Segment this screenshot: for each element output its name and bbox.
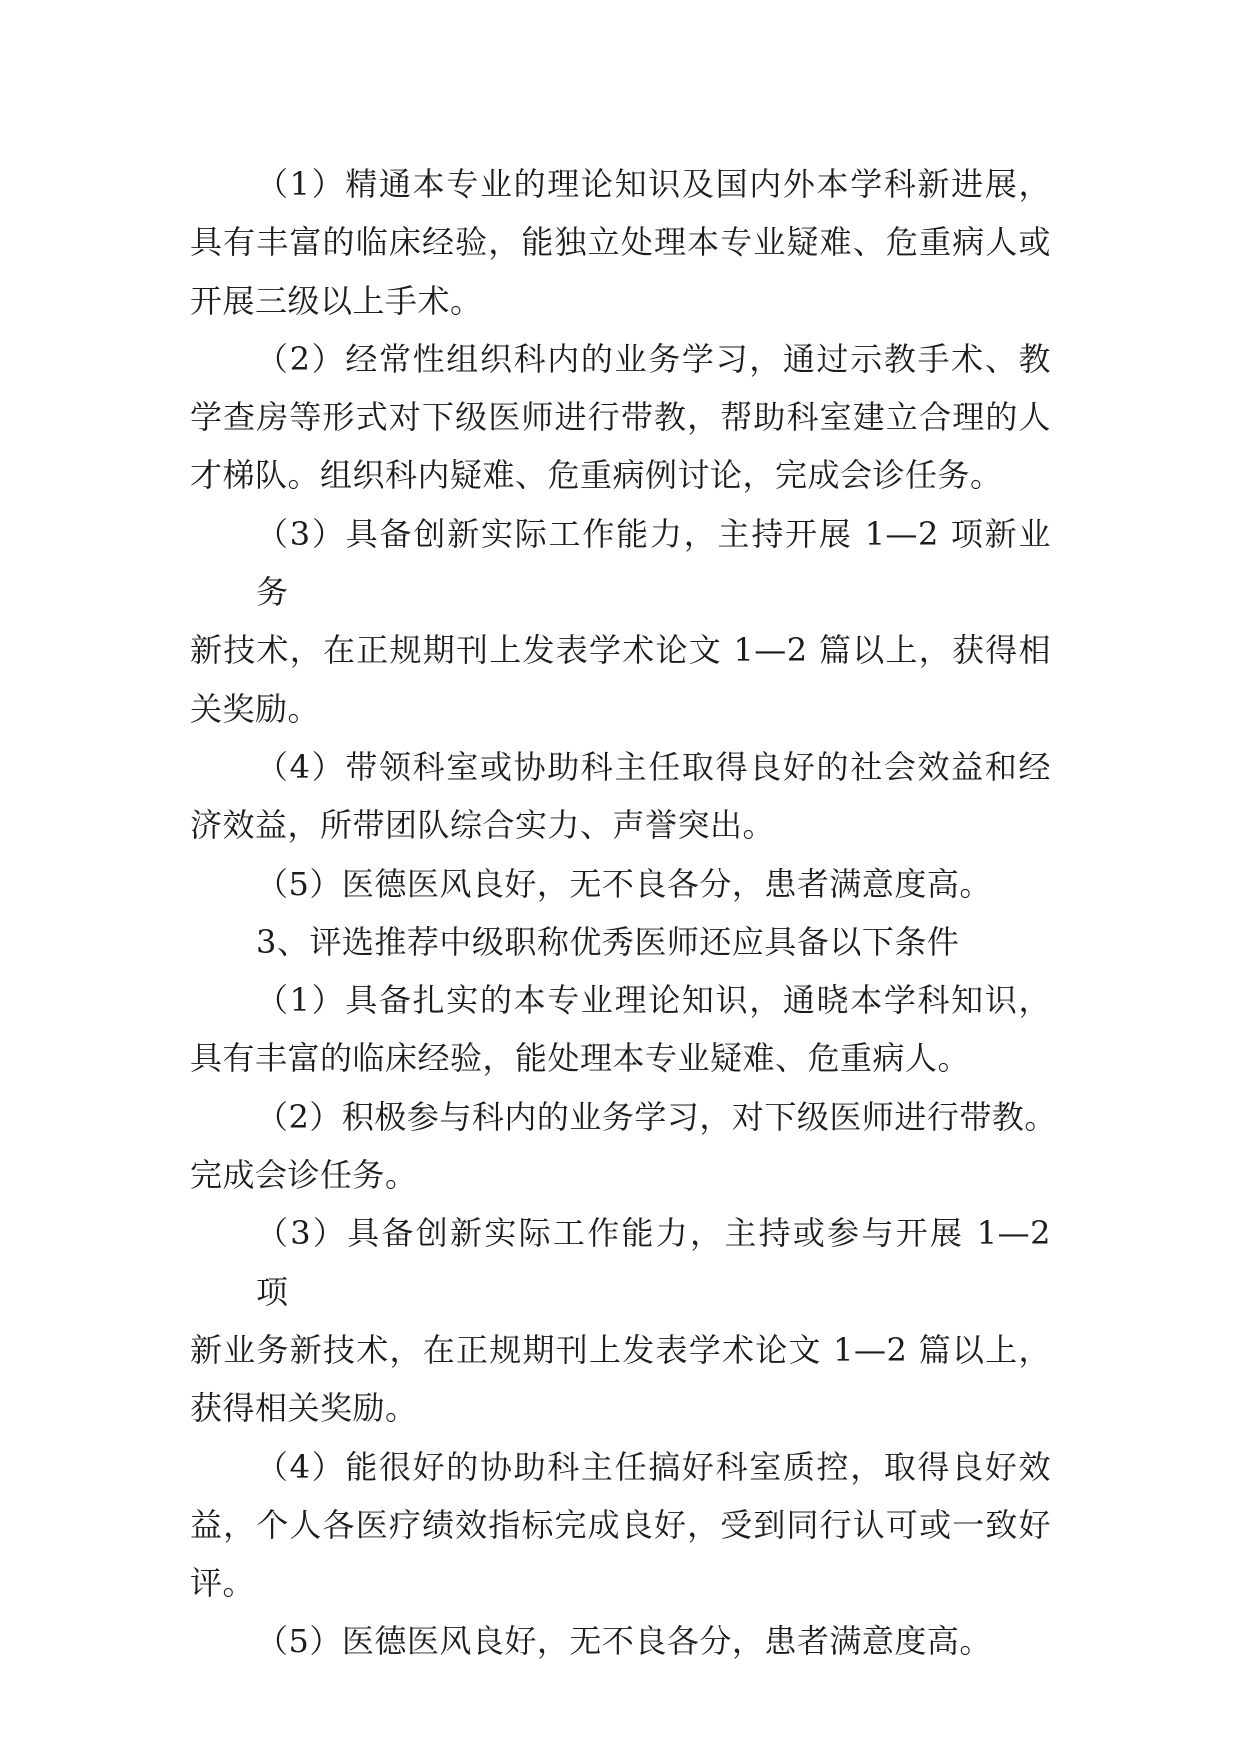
paragraph-line: 新技术，在正规期刊上发表学术论文 1—2 篇以上，获得相 [190, 631, 1051, 670]
paragraph-line: 评。 [190, 1564, 256, 1603]
paragraph-line: 才梯队。组织科内疑难、危重病例讨论，完成会诊任务。 [190, 456, 1003, 495]
paragraph-line: 关奖励。 [190, 689, 321, 728]
paragraph-line: （4）带领科室或协助科主任取得良好的社会效益和经 [256, 747, 1051, 786]
paragraph [190, 1438, 1051, 1613]
paragraph-line: 完成会诊任务。 [190, 1156, 418, 1195]
section-heading-text: 3、评选推荐中级职称优秀医师还应具备以下条件 [256, 922, 960, 961]
paragraph-line: 济效益，所带团队综合实力、声誉突出。 [190, 806, 776, 845]
paragraph-line: 开展三级以上手术。 [190, 281, 483, 320]
paragraph-line: （3）具备创新实际工作能力，主持或参与开展 1—2 项 [256, 1214, 1051, 1311]
paragraph [190, 330, 1051, 505]
paragraph-line: （5）医德医风良好，无不良各分，患者满意度高。 [256, 1622, 992, 1661]
paragraph [190, 1612, 1051, 1670]
paragraph-line: 学查房等形式对下级医师进行带教，帮助科室建立合理的人 [190, 398, 1051, 437]
paragraph [190, 738, 1051, 855]
paragraph-line: （3）具备创新实际工作能力，主持开展 1—2 项新业务 [256, 514, 1051, 612]
paragraph [190, 1088, 1057, 1205]
paragraph [190, 855, 1051, 913]
paragraph-line: （2）经常性组织科内的业务学习，通过示教手术、教 [256, 339, 1051, 378]
section-heading [190, 913, 1051, 971]
paragraph [190, 505, 1051, 738]
paragraph-line: 具有丰富的临床经验，能独立处理本专业疑难、危重病人或 [190, 223, 1051, 262]
paragraph [190, 971, 1051, 1088]
paragraph-line: （5）医德医风良好，无不良各分，患者满意度高。 [256, 864, 992, 903]
paragraph-line: （1）具备扎实的本专业理论知识，通晓本学科知识， [256, 981, 1051, 1020]
paragraph-line: 获得相关奖励。 [190, 1389, 418, 1428]
paragraph [190, 1204, 1051, 1437]
paragraph [190, 155, 1051, 330]
document-page [190, 155, 1057, 1671]
paragraph-line: （1）精通本专业的理论知识及国内外本学科新进展， [256, 165, 1051, 203]
paragraph-line: 新业务新技术，在正规期刊上发表学术论文 1—2 篇以上， [190, 1330, 1051, 1369]
paragraph-line: （4）能很好的协助科主任搞好科室质控，取得良好效 [256, 1447, 1051, 1486]
paragraph-line: 益，个人各医疗绩效指标完成良好，受到同行认可或一致好 [190, 1505, 1051, 1544]
paragraph-line: 具有丰富的临床经验，能处理本专业疑难、危重病人。 [190, 1039, 971, 1078]
paragraph-line: （2）积极参与科内的业务学习，对下级医师进行带教。 [256, 1097, 1057, 1136]
